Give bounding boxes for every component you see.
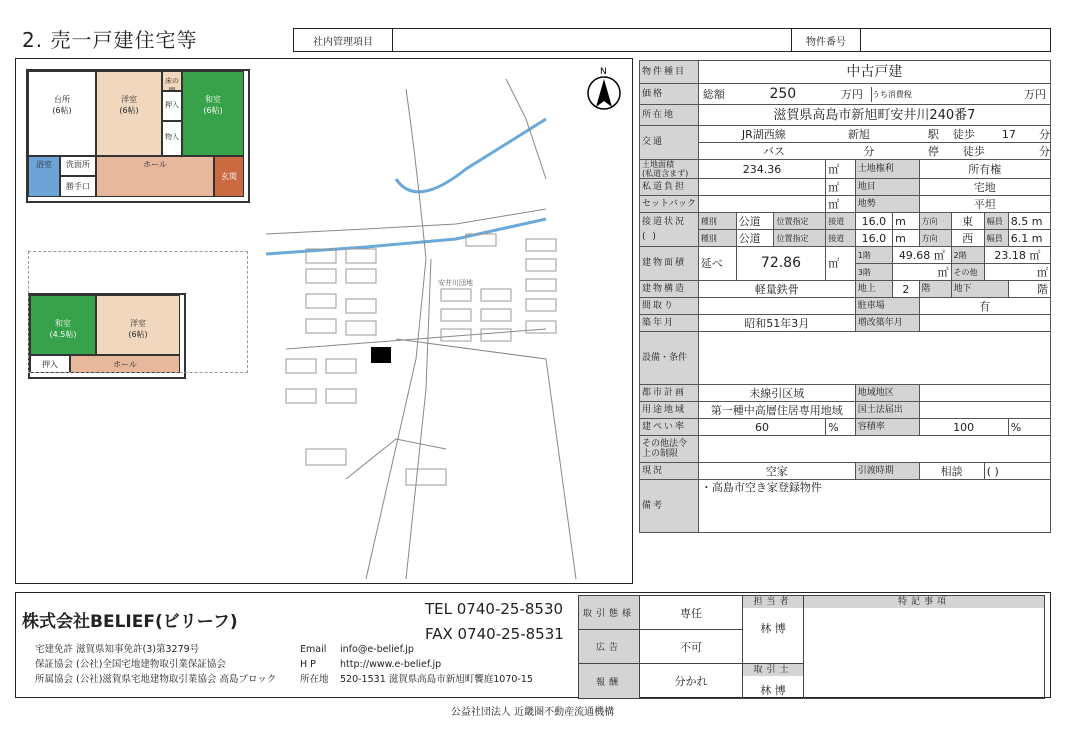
handover-value: 相談	[919, 463, 984, 480]
other-floor-label: その他	[951, 264, 984, 281]
width-1-value: 8.5	[1010, 214, 1029, 228]
ad-label: 広告	[579, 630, 640, 664]
above-ground-label: 地上	[855, 281, 892, 298]
bus-label: バス	[762, 144, 785, 158]
price-unit: 万円	[840, 87, 863, 101]
license-line: 宅建免許 滋賀県知事免許(3)第3279号	[35, 644, 200, 655]
floor1-area	[893, 247, 951, 264]
room-tokonoma	[162, 71, 182, 91]
width-1-unit: m	[1031, 214, 1043, 228]
traffic-label: 交通	[640, 126, 699, 160]
email-link[interactable]: info@e-belief.jp	[340, 644, 414, 655]
room-western-1	[96, 71, 162, 156]
renovation-label: 増改築年月	[855, 315, 919, 332]
bcr-label: 建ぺい率	[640, 419, 699, 436]
far-unit: %	[1008, 419, 1050, 436]
hp-label: H P	[300, 659, 316, 670]
status-value: 空家	[698, 463, 855, 480]
floorplan-1f	[26, 69, 250, 203]
nla-value	[919, 402, 1050, 419]
location-map	[246, 59, 632, 583]
homepage-link[interactable]: http://www.e-belief.jp	[340, 659, 442, 670]
room-kitchen-label: 台所 (6帖)	[52, 95, 72, 115]
district-value	[919, 385, 1050, 402]
price-value: 250	[769, 85, 797, 102]
guarantee-line: 保証協会 (公社)全国宅地建物取引業保証協会	[35, 659, 226, 670]
walk2-unit: 分	[1039, 144, 1050, 158]
chimoku-label: 地目	[855, 179, 919, 196]
property-type: 中古戸建	[698, 61, 1050, 84]
direction-2: 西	[951, 230, 984, 247]
above-ground-unit: 階	[919, 281, 951, 298]
entrance-label: 玄関	[221, 172, 237, 181]
address-value: 520-1531 滋賀県高島市新旭町饗庭1070-15	[340, 674, 533, 685]
land-right-label: 土地権利	[855, 160, 919, 179]
room-washroom	[60, 156, 96, 176]
terrain-label: 地勢	[855, 196, 919, 213]
remarks-value: ・高島市空き家登録物件	[698, 480, 1050, 533]
width-label-2: 幅員	[984, 230, 1008, 247]
hall-1f-label: ホール	[143, 160, 167, 169]
line-name: JR湖西線	[741, 127, 786, 141]
building-area-unit: ㎡	[826, 247, 855, 281]
washroom-label: 洗面所	[66, 160, 90, 169]
structure-label: 建物構造	[640, 281, 699, 298]
use-zone-value: 第一種中高層住居専用地域	[698, 402, 855, 419]
station-suffix: 駅	[927, 127, 939, 141]
agent-label: 取引士	[743, 664, 803, 676]
city-plan-value: 未線引区域	[698, 385, 855, 402]
room-oshiire-1f	[162, 91, 182, 121]
internal-value[interactable]	[393, 29, 792, 52]
tokonoma-label: 床の	[165, 77, 179, 85]
frontage-2: 16.0	[855, 230, 892, 247]
city-plan-label: 都市計画	[640, 385, 699, 402]
organization-footer: 公益社団法人 近畿圏不動産流通機構	[450, 707, 615, 718]
map-and-floorplan-panel	[15, 58, 633, 584]
width-label-1: 幅員	[984, 213, 1008, 230]
room-japanese-2f-label: 和室 (4.5帖)	[49, 319, 77, 339]
far-value: 100	[919, 419, 1008, 436]
staff-label: 担当者	[743, 596, 803, 608]
status-label: 現況	[640, 463, 699, 480]
ad-value: 不可	[640, 630, 743, 664]
fee-value: 分かれ	[640, 664, 743, 699]
property-spec-table	[639, 60, 1051, 533]
hall-2f-label: ホール	[113, 360, 137, 369]
road-type-label-1: 種別	[698, 213, 736, 230]
oshiire-2f-label: 押入	[42, 360, 58, 369]
land-area-label: 土地面積 (私道含まず)	[640, 160, 699, 179]
width-2-unit: m	[1031, 231, 1043, 245]
frontage-unit-1: m	[893, 213, 919, 230]
license-info	[35, 642, 276, 687]
type-label: 物件種目	[640, 61, 699, 84]
use-zone-label: 用途地域	[640, 402, 699, 419]
other-limit-value	[698, 436, 1050, 463]
road-type-label-2: 種別	[698, 230, 736, 247]
internal-label: 社内管理項目	[294, 29, 393, 52]
width-2	[1008, 230, 1050, 247]
remarks-label: 備考	[640, 480, 699, 533]
storage-label: 物入	[165, 133, 179, 141]
other-floor-unit: ㎡	[984, 264, 1050, 281]
direction-1: 東	[951, 213, 984, 230]
parking-value: 有	[919, 298, 1050, 315]
room-western-2f-label: 洋室 (6帖)	[128, 319, 148, 339]
email-label: Email	[300, 644, 327, 655]
bath-label: 浴室	[36, 160, 52, 169]
room-japanese-1f	[182, 71, 244, 156]
danchi-label: 安井川団地	[438, 279, 473, 287]
room-bath	[28, 156, 60, 197]
room-japanese-1f-label: 和室 (6帖)	[203, 95, 223, 115]
equipment-label: 設備・条件	[640, 332, 699, 385]
frontage-1: 16.0	[855, 213, 892, 230]
property-marker	[371, 347, 391, 363]
deal-value: 専任	[640, 596, 743, 630]
floor1-unit: ㎡	[933, 248, 945, 262]
handover-label: 引渡時期	[855, 463, 919, 480]
road-label	[640, 213, 699, 247]
total-label: 総額	[702, 87, 725, 101]
nobe-label: 延べ	[698, 247, 736, 281]
fee-label: 報酬	[579, 664, 640, 699]
width-1	[1008, 213, 1050, 230]
handover-paren: ( )	[984, 463, 1050, 480]
private-road-unit: ㎡	[826, 179, 855, 196]
floor1-label: 1階	[855, 247, 892, 264]
direction-label-1: 方向	[919, 213, 951, 230]
private-road-label: 私道負担	[640, 179, 699, 196]
walk-unit: 分	[1039, 127, 1050, 141]
price-label: 価格	[640, 84, 699, 105]
page-title: 2. 売一戸建住宅等	[22, 28, 198, 52]
floor2-area	[984, 247, 1050, 264]
room-western-1-label: 洋室 (6帖)	[119, 95, 139, 115]
back-door-label: 勝手口	[66, 182, 90, 191]
room-back-door	[60, 176, 96, 197]
above-ground-value: 2	[893, 281, 919, 298]
frontage-label-1: 接道	[826, 213, 855, 230]
width-2-value: 6.1	[1010, 231, 1029, 245]
structure-value: 軽量鉄骨	[698, 281, 855, 298]
road-sub: ( )	[642, 231, 658, 242]
far-label: 容積率	[855, 419, 919, 436]
direction-label-2: 方向	[919, 230, 951, 247]
road-type-2: 公道	[736, 230, 774, 247]
floor3-unit: ㎡	[893, 264, 951, 281]
frontage-unit-2: m	[893, 230, 919, 247]
north-arrow-label: N	[600, 67, 607, 77]
location-value: 滋賀県高島市新旭町安井川240番7	[698, 105, 1050, 126]
setback-label: セットバック	[640, 196, 699, 213]
floor3-label: 3階	[855, 264, 892, 281]
below-ground-unit: 階	[1008, 281, 1050, 298]
stop-label: 停	[927, 144, 939, 158]
deal-label: 取引態様	[579, 596, 640, 630]
staff-value: 林 博	[760, 622, 786, 635]
tax-unit: 万円	[1024, 87, 1046, 101]
walk2-label: 徒歩	[962, 144, 985, 158]
station-name: 新旭	[847, 127, 870, 141]
terrain-value: 平坦	[919, 196, 1050, 213]
floor2-label: 2階	[951, 247, 984, 264]
layout-label: 間取り	[640, 298, 699, 315]
district-label: 地域地区	[855, 385, 919, 402]
agent-value: 林 博	[760, 684, 786, 697]
land-right-value: 所有権	[919, 160, 1050, 179]
floor2-value: 23.18	[994, 248, 1026, 262]
position-spec-2: 位置指定	[774, 230, 826, 247]
position-spec-1: 位置指定	[774, 213, 826, 230]
road-label-text: 接道状況	[642, 216, 687, 227]
property-number-label: 物件番号	[792, 29, 861, 52]
transaction-table	[578, 595, 1045, 699]
room-kitchen	[28, 71, 96, 156]
walk-minutes: 17	[1001, 127, 1016, 141]
setback-unit: ㎡	[826, 196, 855, 213]
contact-info	[300, 642, 533, 687]
tax-label: うち消費税	[871, 87, 908, 102]
nla-label: 国土法届出	[855, 402, 919, 419]
land-area-value: 234.36	[698, 160, 825, 179]
parking-label: 駐車場	[855, 298, 919, 315]
bcr-value: 60	[698, 419, 825, 436]
room-entrance	[214, 156, 244, 197]
road-type-1: 公道	[736, 213, 774, 230]
property-number-value[interactable]	[861, 29, 1051, 52]
renovation-value	[919, 315, 1050, 332]
built-label: 築年月	[640, 315, 699, 332]
floor2-unit: ㎡	[1029, 248, 1041, 262]
frontage-label-2: 接道	[826, 230, 855, 247]
special-label: 特記事項	[804, 596, 1044, 608]
walk-label: 徒歩	[952, 127, 975, 141]
association-line: 所属協会 (公社)滋賀県宅地建物取引業協会 高島ブロック	[35, 674, 277, 685]
chimoku-value: 宅地	[919, 179, 1050, 196]
room-hall-1f	[96, 156, 214, 197]
location-label: 所在地	[640, 105, 699, 126]
other-limit-label: その他法令上の制限	[640, 436, 699, 463]
site-outline-dashed	[28, 251, 248, 373]
built-value: 昭和51年3月	[698, 315, 855, 332]
address-label: 所在地	[300, 674, 329, 685]
company-name: 株式会社BELIEF(ビリーフ)	[22, 612, 238, 632]
floor1-value: 49.68	[898, 248, 931, 262]
bus-unit: 分	[863, 144, 875, 158]
oshiire-1f-label: 押入	[165, 101, 179, 109]
building-area-label: 建物面積	[640, 247, 699, 281]
room-storage	[162, 121, 182, 156]
building-area-value: 72.86	[736, 247, 826, 281]
layout-value	[698, 298, 855, 315]
fax-number: FAX 0740-25-8531	[425, 625, 564, 643]
bcr-unit: %	[826, 419, 855, 436]
below-ground-label: 地下	[951, 281, 1008, 298]
land-area-unit: ㎡	[826, 160, 855, 179]
contact-phones	[425, 597, 564, 647]
internal-header	[293, 28, 1051, 52]
tel-number[interactable]: TEL 0740-25-8530	[425, 600, 564, 618]
equipment-value	[698, 332, 1050, 385]
